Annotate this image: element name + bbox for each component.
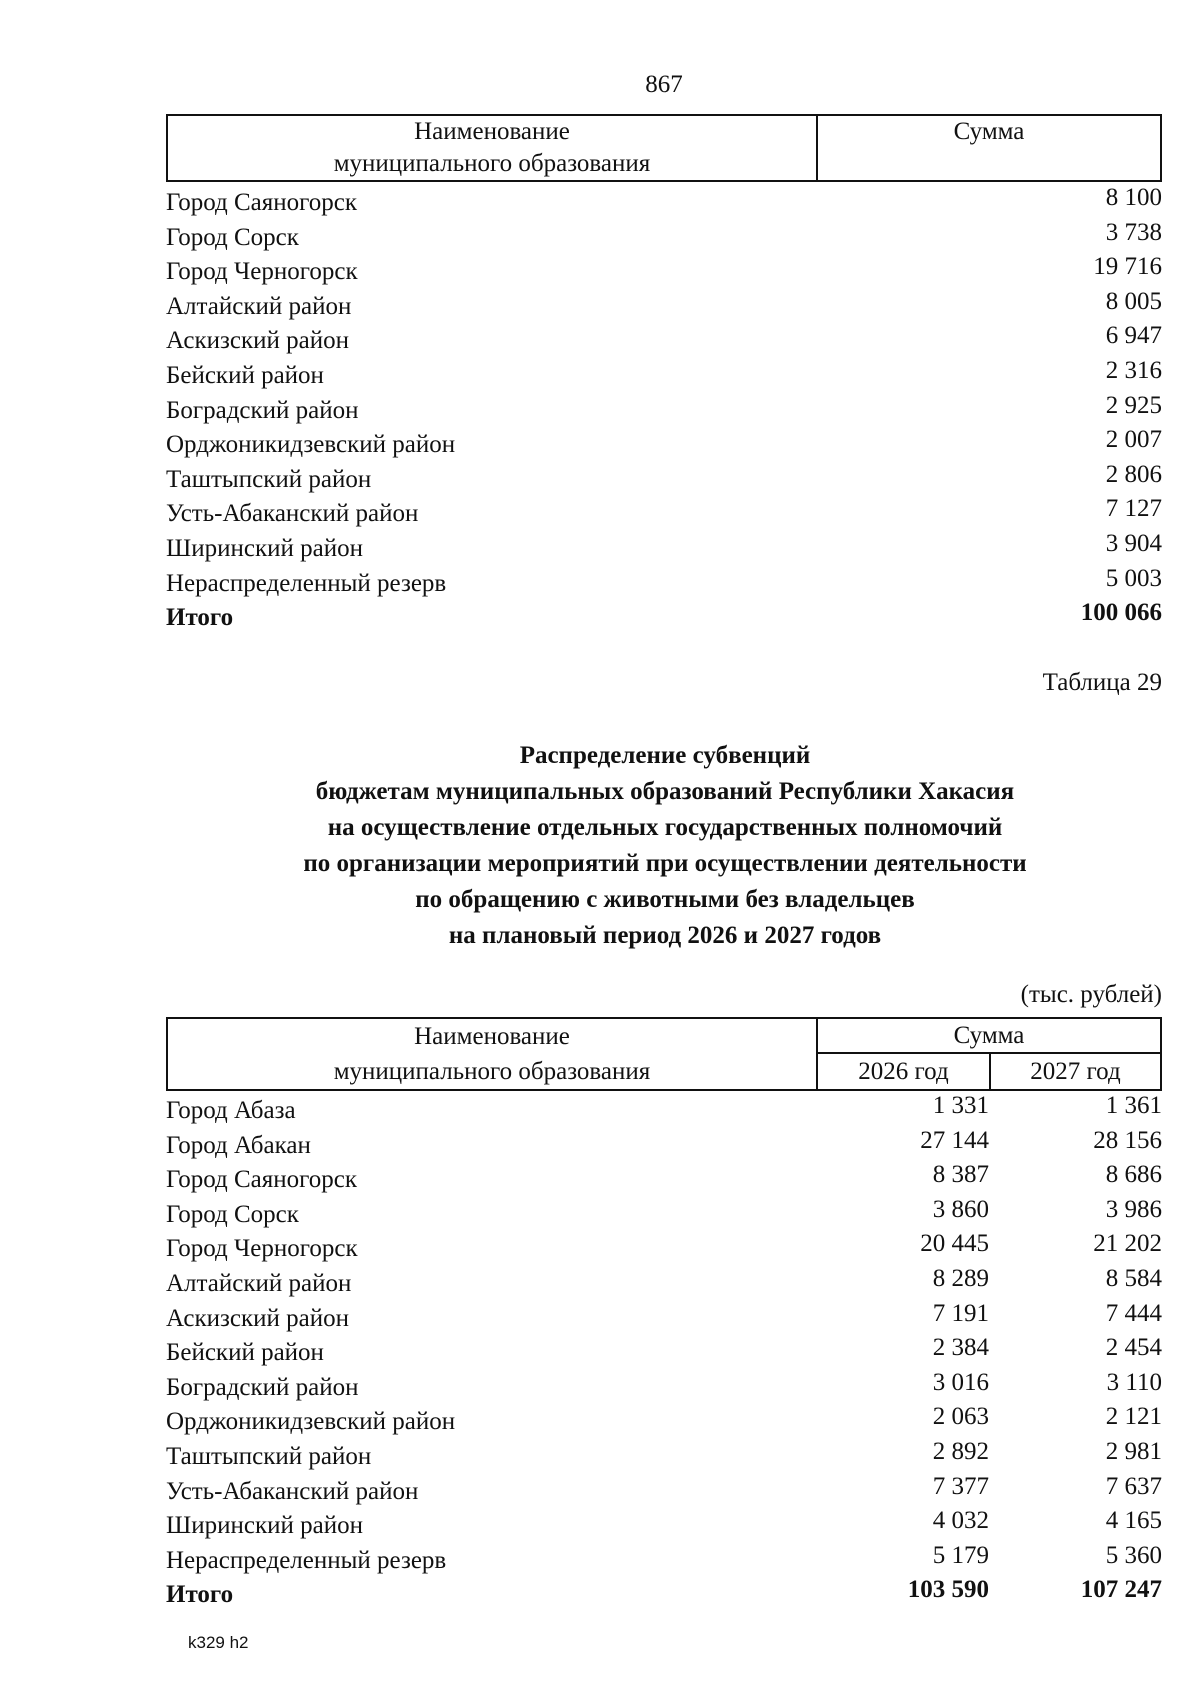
page-number-text: 867 <box>645 71 683 98</box>
table-row <box>166 1195 1162 1233</box>
row-name: Город Черногорск <box>166 258 358 286</box>
table2-label: Таблица 29 <box>1042 669 1162 696</box>
table-row <box>166 1232 1162 1267</box>
row-value: 3 738 <box>1105 218 1162 246</box>
table-row <box>166 1472 1162 1510</box>
table-row <box>166 1264 1162 1302</box>
row-value: 100 066 <box>1080 599 1162 627</box>
row-name: Орджоникидзевский район <box>166 431 456 459</box>
row-name: Город Саяногорск <box>166 189 358 216</box>
table-row <box>166 1541 1162 1579</box>
row-name: Город Сорск <box>166 223 299 251</box>
table-row <box>166 1336 1162 1371</box>
table-row <box>166 255 1162 290</box>
row-name: Орджоникидзевский район <box>166 1408 456 1436</box>
row-value: 2 806 <box>1105 460 1162 488</box>
table-row <box>166 1299 1162 1337</box>
table-row <box>166 529 1162 567</box>
row-value-2026: 3 016 <box>932 1368 989 1396</box>
table2-header <box>166 1017 1162 1091</box>
table-row <box>166 356 1162 394</box>
row-value-2027: 4 165 <box>1105 1507 1162 1535</box>
row-name: Боградский район <box>166 1373 359 1401</box>
title-line: бюджетам муниципальных образований Республики Хакасия <box>315 778 1015 805</box>
table-row <box>166 460 1162 498</box>
row-name: Алтайский район <box>166 1269 352 1297</box>
row-name: Аскизский район <box>166 327 350 355</box>
row-value: 8 100 <box>1105 184 1162 211</box>
table1-header-name <box>168 116 818 180</box>
row-value-2027: 21 202 <box>1093 1230 1162 1258</box>
row-value-2026: 8 387 <box>932 1161 989 1189</box>
table-row <box>166 1509 1162 1544</box>
table2-total-row <box>166 1578 1162 1613</box>
row-value: 8 005 <box>1105 287 1162 315</box>
table-row <box>166 1368 1162 1406</box>
row-value-2027: 5 360 <box>1105 1541 1162 1569</box>
table-row <box>166 1094 1162 1129</box>
table2-header-name-line1: Наименование <box>414 1023 570 1050</box>
row-value-2027: 107 247 <box>1080 1576 1162 1604</box>
table-row <box>166 391 1162 429</box>
row-value-2026: 5 179 <box>932 1541 989 1569</box>
row-value: 2 925 <box>1105 391 1162 419</box>
row-value: 5 003 <box>1105 564 1162 592</box>
row-name: Аскизский район <box>166 1304 350 1332</box>
title-line: по организации мероприятий при осуществлении деятельности <box>303 850 1027 877</box>
row-value: 6 947 <box>1105 322 1162 350</box>
row-value-2026: 2 384 <box>932 1334 989 1362</box>
footer-code: k329 h2 <box>188 1633 249 1652</box>
table-row <box>166 564 1162 602</box>
table-row <box>166 218 1162 256</box>
row-name: Алтайский район <box>166 292 352 320</box>
table2-header-year2: 2027 год <box>1030 1058 1121 1085</box>
row-name: Таштыпский район <box>166 465 372 493</box>
row-value-2026: 3 860 <box>932 1195 989 1223</box>
title-line: Распределение субвенций <box>519 742 811 769</box>
table-row <box>166 1126 1162 1164</box>
row-value-2027: 8 686 <box>1105 1161 1162 1189</box>
row-value-2027: 2 121 <box>1105 1403 1162 1431</box>
row-value: 2 007 <box>1105 426 1162 454</box>
row-name: Ширинский район <box>166 534 363 562</box>
row-value-2026: 2 063 <box>932 1403 989 1431</box>
row-value: 19 716 <box>1093 253 1162 281</box>
table-row <box>166 1405 1162 1440</box>
table-row <box>166 1163 1162 1198</box>
row-value-2026: 1 331 <box>932 1092 989 1119</box>
row-value: 2 316 <box>1105 356 1162 384</box>
row-value-2027: 2 454 <box>1105 1334 1162 1362</box>
table2-header-year1: 2026 год <box>818 1054 991 1089</box>
row-name: Город Абаза <box>166 1097 296 1124</box>
row-name: Усть-Абаканский район <box>166 1477 419 1505</box>
table-row <box>166 497 1162 532</box>
table2-header-name-line2: муниципального образования <box>333 1058 651 1085</box>
row-value: 7 127 <box>1105 495 1162 523</box>
table1-header <box>166 114 1162 182</box>
row-value: 3 904 <box>1105 529 1162 557</box>
row-name: Таштыпский район <box>166 1442 372 1470</box>
row-value-2026: 2 892 <box>932 1437 989 1465</box>
page-number <box>0 70 1200 100</box>
row-value-2026: 20 445 <box>920 1230 989 1258</box>
row-name: Нераспределенный резерв <box>166 569 447 597</box>
table1-header-name-line1: Наименование <box>414 118 570 145</box>
row-value-2026: 8 289 <box>932 1264 989 1292</box>
table-row <box>166 428 1162 463</box>
table1-body <box>166 186 1162 636</box>
row-value-2027: 3 986 <box>1105 1195 1162 1223</box>
table2-body <box>166 1094 1162 1613</box>
table1-total-row <box>166 601 1162 636</box>
row-value-2027: 3 110 <box>1106 1368 1162 1396</box>
title-line: на осуществление отдельных государственных полномочий <box>327 814 1003 841</box>
table1-header-name-line2: муниципального образования <box>333 150 651 177</box>
row-value-2027: 2 981 <box>1105 1437 1162 1465</box>
row-name: Город Сорск <box>166 1200 299 1228</box>
row-value-2026: 7 377 <box>932 1472 989 1500</box>
row-value-2026: 7 191 <box>932 1299 989 1327</box>
row-name: Бейский район <box>166 361 324 389</box>
title-line: на плановый период 2026 и 2027 годов <box>448 922 882 949</box>
row-name: Итого <box>166 1581 234 1609</box>
table-row <box>166 186 1162 221</box>
table-row <box>166 287 1162 325</box>
row-name: Боградский район <box>166 396 359 424</box>
row-value-2027: 7 637 <box>1105 1472 1162 1500</box>
row-name: Усть-Абаканский район <box>166 500 419 528</box>
row-value-2027: 28 156 <box>1093 1126 1162 1154</box>
row-value-2026: 103 590 <box>907 1576 989 1604</box>
table2-header-name <box>168 1019 818 1089</box>
row-name: Нераспределенный резерв <box>166 1546 447 1574</box>
row-name: Бейский район <box>166 1339 324 1367</box>
row-value-2026: 4 032 <box>932 1507 989 1535</box>
row-value-2027: 8 584 <box>1105 1264 1162 1292</box>
row-name: Город Черногорск <box>166 1235 358 1263</box>
table1-header-sum: Сумма <box>953 118 1025 145</box>
title-line: по обращению с животными без владельцев <box>415 886 915 913</box>
table2-title <box>0 738 1200 954</box>
row-name: Итого <box>166 604 234 632</box>
row-value-2026: 27 144 <box>920 1126 989 1154</box>
row-value-2027: 7 444 <box>1105 1299 1162 1327</box>
row-value-2027: 1 361 <box>1105 1092 1162 1119</box>
row-name: Город Абакан <box>166 1131 311 1159</box>
table-row <box>166 1437 1162 1475</box>
table2-header-sum: Сумма <box>818 1019 1160 1054</box>
table2-units: (тыс. рублей) <box>1020 981 1162 1008</box>
row-name: Ширинский район <box>166 1512 363 1540</box>
row-name: Город Саяногорск <box>166 1166 358 1194</box>
table-row <box>166 324 1162 359</box>
